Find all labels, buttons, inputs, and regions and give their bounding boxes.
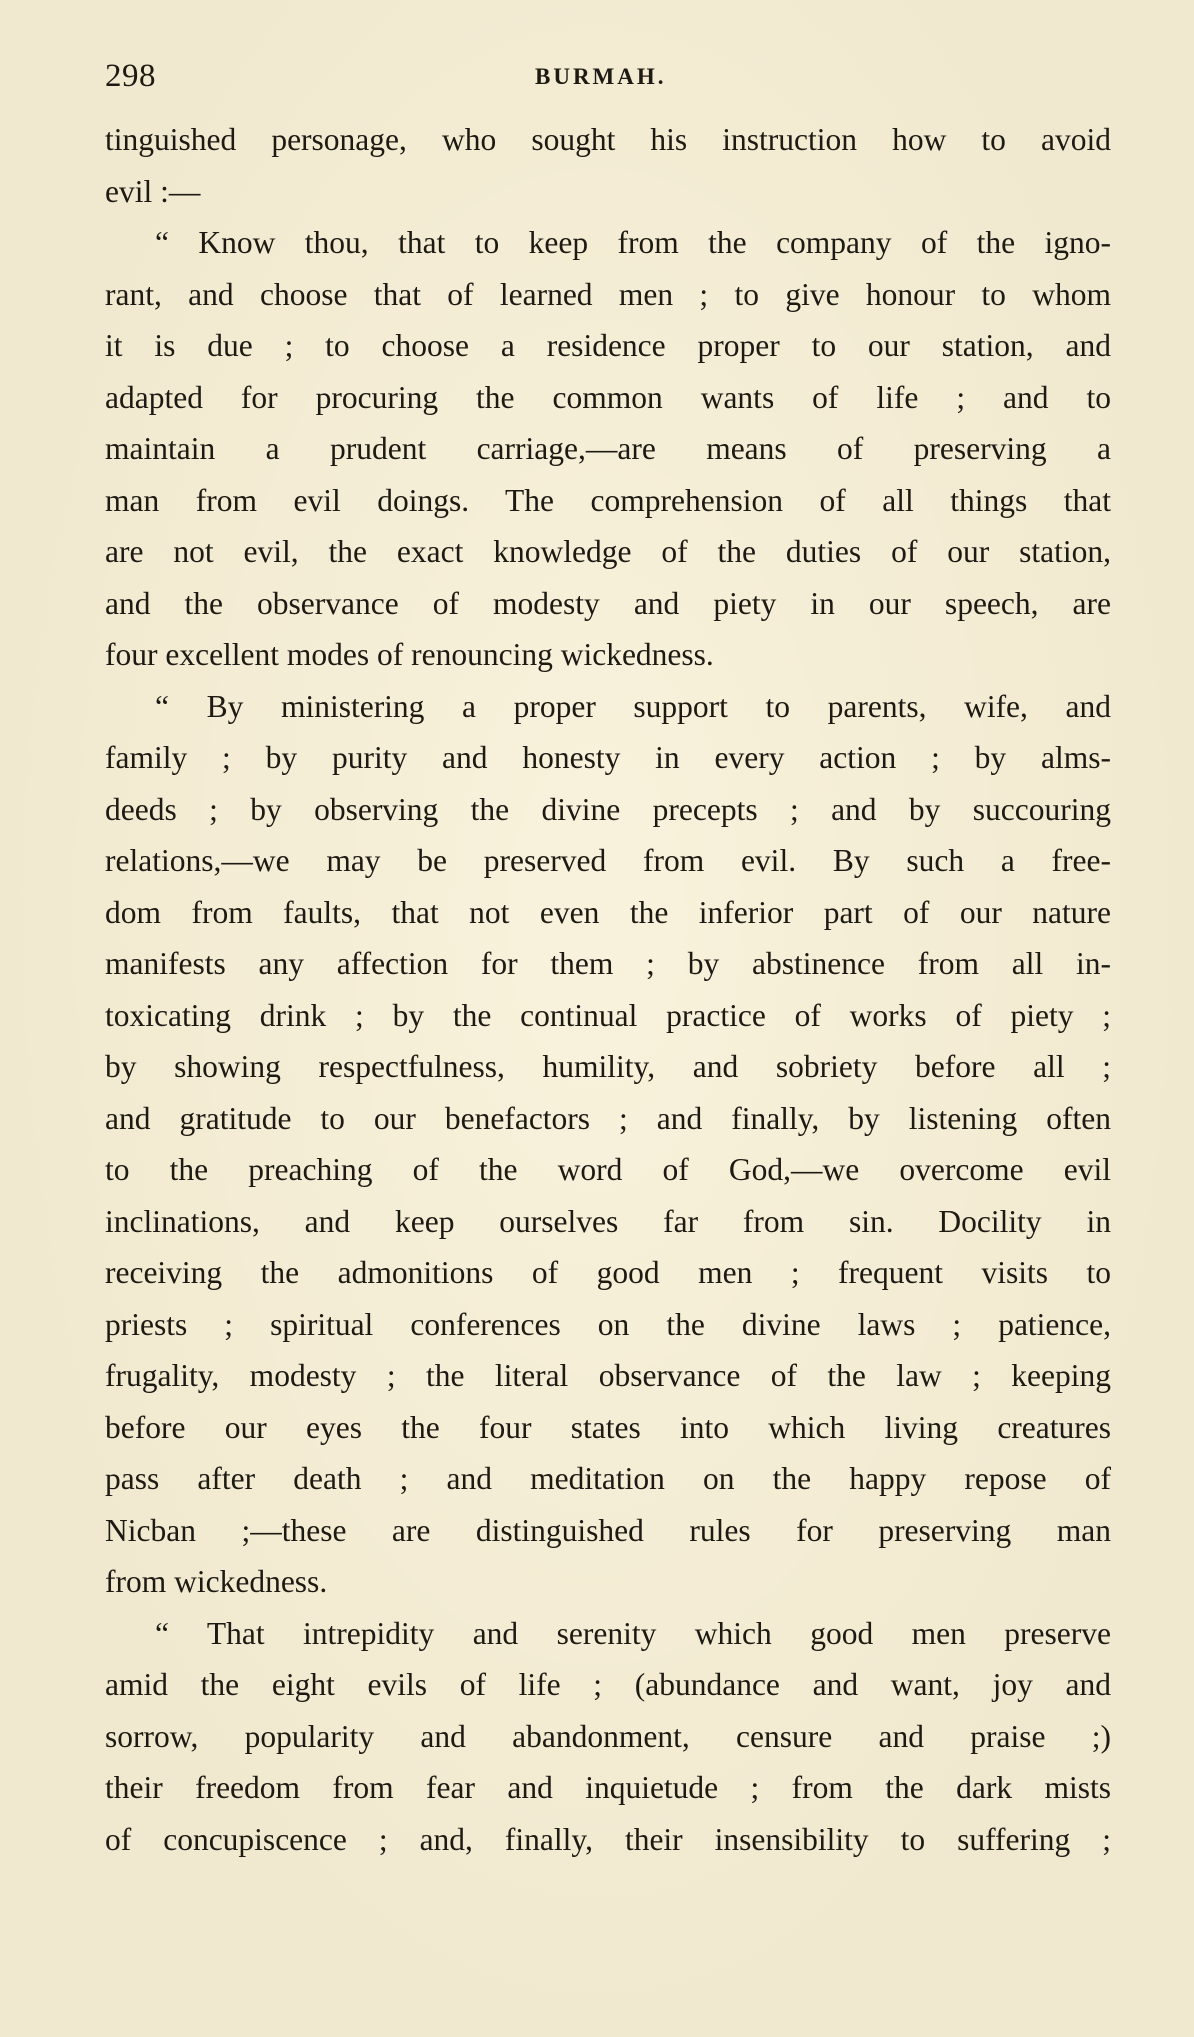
text-line: relations,—we may be preserved from evil. By such a free- [105, 843, 1111, 878]
text-line: by showing respectfulness, humility, and sobriety before all ; [105, 1049, 1111, 1084]
text-line: are not evil, the exact knowledge of the duties of our station, [105, 534, 1111, 569]
text-line: Nicban ;—these are distinguished rules for preserving man [105, 1512, 1111, 1548]
running-title: BURMAH. [535, 64, 667, 89]
text-line: frugality, modesty ; the literal observance of the law ; keeping [105, 1358, 1111, 1393]
text-line: four excellent modes of renouncing wickedness. [105, 637, 714, 672]
body-text [105, 114, 1111, 1865]
text-line: man from evil doings. The comprehension of all things that [105, 482, 1111, 518]
text-line: of concupiscence ; and, finally, their insensibility to suffering ; [105, 1821, 1111, 1857]
text-line: before our eyes the four states into which living creatures [105, 1409, 1111, 1445]
text-line: “ By ministering a proper support to parents, wife, and [155, 688, 1111, 724]
text-line: and gratitude to our benefactors ; and finally, by listening often [105, 1100, 1111, 1136]
text-line: evil :— [105, 173, 201, 209]
text-line: “ That intrepidity and serenity which good men preserve [155, 1615, 1111, 1651]
text-line: receiving the admonitions of good men ; frequent visits to [105, 1255, 1111, 1290]
text-line: it is due ; to choose a residence proper to our station, and [105, 328, 1111, 363]
text-line: their freedom from fear and inquietude ; from the dark mists [105, 1770, 1111, 1805]
text-line: manifests any affection for them ; by abstinence from all in- [105, 946, 1111, 981]
text-line: rant, and choose that of learned men ; to give honour to whom [105, 276, 1111, 312]
text-line: maintain a prudent carriage,—are means of preserving a [105, 431, 1111, 466]
text-line: to the preaching of the word of God,—we overcome evil [105, 1152, 1111, 1187]
text-line: pass after death ; and meditation on the happy repose of [105, 1461, 1111, 1496]
text-line: dom from faults, that not even the inferior part of our nature [105, 894, 1111, 930]
text-line: tinguished personage, who sought his instruction how to avoid [105, 122, 1111, 157]
text-line: family ; by purity and honesty in every action ; by alms- [105, 740, 1111, 775]
text-line: from wickedness. [105, 1564, 328, 1599]
text-line: amid the eight evils of life ; (abundance and want, joy and [105, 1667, 1111, 1702]
text-line: toxicating drink ; by the continual practice of works of piety ; [105, 997, 1111, 1033]
page-number: 298 [105, 58, 156, 94]
text-line: deeds ; by observing the divine precepts ; and by succouring [105, 791, 1111, 827]
text-line: adapted for procuring the common wants of life ; and to [105, 379, 1111, 415]
text-line: priests ; spiritual conferences on the divine laws ; patience, [105, 1306, 1111, 1342]
text-line: inclinations, and keep ourselves far from sin. Docility in [105, 1203, 1111, 1239]
text-line: sorrow, popularity and abandonment, censure and praise ;) [105, 1718, 1111, 1754]
text-line: “ Know thou, that to keep from the company of the igno- [155, 225, 1111, 260]
text-line: and the observance of modesty and piety in our speech, are [105, 585, 1111, 621]
running-head [105, 58, 1115, 98]
